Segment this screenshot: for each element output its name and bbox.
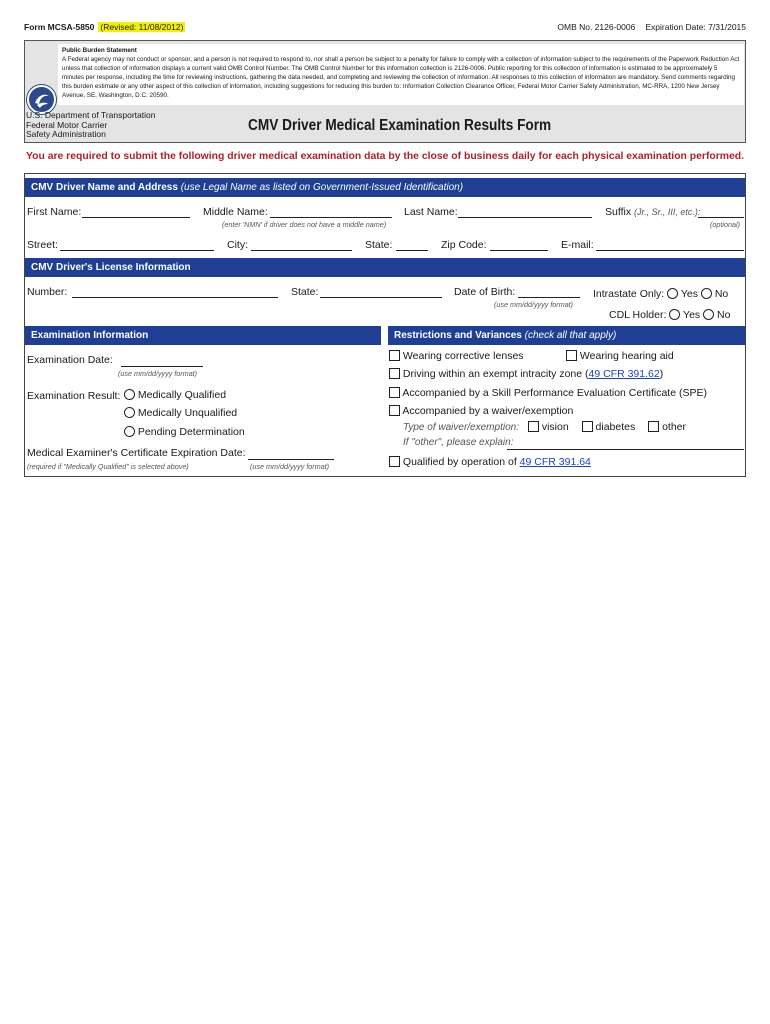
restriction-lenses	[389, 350, 524, 362]
diabetes-checkbox[interactable]	[582, 421, 593, 432]
vision-checkbox[interactable]	[528, 421, 539, 432]
intrastate-no-label: No	[714, 288, 729, 300]
dob-field[interactable]	[518, 297, 580, 298]
waiver-checkbox[interactable]	[389, 405, 400, 416]
intrastate-yes-label: Yes	[680, 288, 698, 300]
operation-label: Qualified by operation of	[402, 456, 520, 468]
expiration-label: Medical Examiner's Certificate Expiration Date:	[27, 447, 246, 459]
middle-name-hint: (enter 'NMN' if driver does not have a middle name)	[222, 220, 387, 229]
waiver-type-label: Type of waiver/exemption:	[403, 422, 519, 433]
exam-section-title: Examination Information	[31, 330, 149, 341]
hearing-checkbox[interactable]	[566, 350, 577, 361]
cdl-yes-label: Yes	[683, 309, 701, 321]
lenses-label: Wearing corrective lenses	[402, 350, 524, 362]
burden-statement	[58, 44, 744, 105]
cdl-no-label: No	[717, 309, 731, 321]
last-name-label: Last Name:	[404, 206, 458, 218]
city-label: City:	[227, 239, 248, 251]
expiration-format-hint: (use mm/dd/yyyy format)	[250, 462, 330, 471]
cfr-391-62-link[interactable]: 49 CFR 391.62	[588, 368, 660, 380]
state-field[interactable]	[396, 250, 428, 251]
operation-checkbox[interactable]	[389, 456, 400, 467]
middle-name-field[interactable]	[270, 217, 392, 218]
license-number-label: Number:	[27, 286, 68, 298]
result-option-qualified	[124, 389, 226, 401]
result-option-unqualified	[124, 407, 237, 419]
suffix-label-text: Suffix	[605, 206, 632, 218]
intrastate-row	[593, 288, 728, 300]
other-explain-label: If "other", please explain:	[403, 437, 514, 448]
diabetes-label: diabetes	[595, 421, 636, 433]
waiver-label: Accompanied by a waiver/exemption	[402, 405, 574, 417]
intracity-label: Driving within an exempt intracity zone (	[402, 368, 589, 380]
first-name-label: First Name:	[27, 206, 82, 218]
last-name-field[interactable]	[458, 217, 592, 218]
middle-name-label: Middle Name:	[203, 206, 268, 218]
license-number-field[interactable]	[72, 297, 278, 298]
suffix-field[interactable]	[698, 217, 744, 218]
agency-line-2: Federal Motor Carrier	[26, 119, 108, 130]
form-number: Form MCSA-5850	[24, 22, 95, 32]
restriction-spe	[389, 387, 707, 399]
exam-date-label: Examination Date:	[27, 354, 113, 366]
suffix-optional: (optional)	[710, 220, 740, 229]
expiration-date: Expiration Date: 7/31/2015	[645, 22, 746, 32]
intracity-checkbox[interactable]	[389, 368, 400, 379]
omb-info	[557, 22, 746, 32]
lenses-checkbox[interactable]	[389, 350, 400, 361]
restriction-waiver	[389, 405, 573, 417]
exam-section-header	[25, 326, 381, 345]
agency-line-3: Safety Administration	[26, 129, 106, 139]
name-section-note: (use Legal Name as listed on Government-Issued Identification)	[180, 182, 464, 193]
agency-line-1: U.S. Department of Transportation	[26, 110, 156, 120]
dob-hint: (use mm/dd/yyyy format)	[494, 300, 574, 309]
suffix-hint: (Jr., Sr., III, etc.):	[634, 207, 701, 217]
unqualified-label: Medically Unqualified	[137, 407, 238, 419]
suffix-label	[605, 206, 700, 218]
dob-label: Date of Birth:	[454, 286, 516, 298]
pending-radio[interactable]	[124, 426, 135, 437]
restrictions-section-title: Restrictions and Variances	[394, 330, 522, 341]
email-field[interactable]	[596, 250, 744, 251]
intrastate-no-radio[interactable]	[701, 288, 712, 299]
license-section-header	[25, 258, 745, 277]
submission-notice: You are required to submit the following driver medical examination data by the close of business daily for each physical examination performed.	[25, 151, 745, 162]
restrictions-section-header	[388, 326, 745, 345]
license-state-field[interactable]	[320, 297, 442, 298]
vision-label: vision	[541, 421, 569, 433]
hearing-label: Wearing hearing aid	[579, 350, 674, 362]
street-field[interactable]	[60, 250, 214, 251]
expiration-field[interactable]	[248, 459, 334, 460]
revised-date: (Revised: 11/08/2012)	[100, 22, 184, 32]
burden-text: A Federal agency may not conduct or sponsor, and a person is not required to respond to, nor shall a person be subject to a penalty for failure to comply with a collection of information subject to the requirements of the Paperwork Reduction Act unless that collection of information displays a current valid OMB Control Number. The OMB Control Number for this information collection is 2126-0006. Public reporting for this collection of information is estimated to be approximately 5 minutes per response, including the time for reviewing instructions, gathering the data needed, and completing and reviewing the collection of information. All responses to this collection of information are mandatory. Send comments regarding this burden estimate or any other aspect of this collection of information, including suggestions for reducing this burden to: Information Collection Clearance Officer, Federal Motor Carrier Safety Administration, MC-RRA, 1200 New Jersey Avenue, SE, Washington, D.C. 20590.	[62, 56, 740, 99]
name-section-header	[25, 178, 745, 197]
exam-date-hint: (use mm/dd/yyyy format)	[118, 369, 198, 378]
other-label: other	[662, 421, 687, 433]
cdl-no-radio[interactable]	[703, 309, 714, 320]
other-explain-field[interactable]	[507, 449, 744, 450]
restriction-hearing	[566, 350, 674, 362]
cdl-label: CDL Holder:	[609, 309, 667, 321]
expiration-hint: (required if "Medically Qualified" is selected above)	[27, 462, 189, 471]
form-id	[24, 22, 185, 32]
result-option-pending	[124, 426, 245, 438]
spe-checkbox[interactable]	[389, 387, 400, 398]
qualified-radio[interactable]	[124, 389, 135, 400]
cdl-yes-radio[interactable]	[669, 309, 680, 320]
email-label: E-mail:	[561, 239, 594, 251]
omb-number: OMB No. 2126-0006	[557, 22, 636, 32]
intrastate-label: Intrastate Only:	[593, 288, 665, 300]
exam-date-field[interactable]	[121, 366, 203, 367]
state-label: State:	[365, 239, 393, 251]
restrictions-section-note: (check all that apply)	[524, 330, 617, 341]
zip-field[interactable]	[490, 250, 548, 251]
intracity-label-end: )	[659, 368, 664, 380]
license-section-title: CMV Driver's License Information	[31, 262, 191, 273]
agency-name	[26, 111, 155, 140]
exam-result-label: Examination Result:	[27, 390, 121, 402]
restriction-intracity	[389, 368, 663, 380]
unqualified-radio[interactable]	[124, 407, 135, 418]
city-field[interactable]	[251, 250, 352, 251]
pending-label: Pending Determination	[137, 426, 245, 438]
cdl-row	[609, 309, 730, 321]
first-name-field[interactable]	[82, 217, 190, 218]
other-checkbox[interactable]	[648, 421, 659, 432]
page-title: CMV Driver Medical Examination Results Form	[248, 117, 552, 134]
cfr-391-64-link[interactable]: 49 CFR 391.64	[519, 456, 591, 468]
spe-label: Accompanied by a Skill Performance Evaluation Certificate (SPE)	[402, 387, 707, 399]
qualified-label: Medically Qualified	[137, 389, 227, 401]
zip-label: Zip Code:	[441, 239, 487, 251]
intrastate-yes-radio[interactable]	[667, 288, 678, 299]
street-label: Street:	[27, 239, 58, 251]
restriction-operation	[389, 456, 591, 468]
license-state-label: State:	[291, 286, 319, 298]
burden-title: Public Burden Statement	[62, 47, 137, 54]
name-section-title: CMV Driver Name and Address	[31, 182, 178, 193]
waiver-type-row	[403, 421, 686, 433]
